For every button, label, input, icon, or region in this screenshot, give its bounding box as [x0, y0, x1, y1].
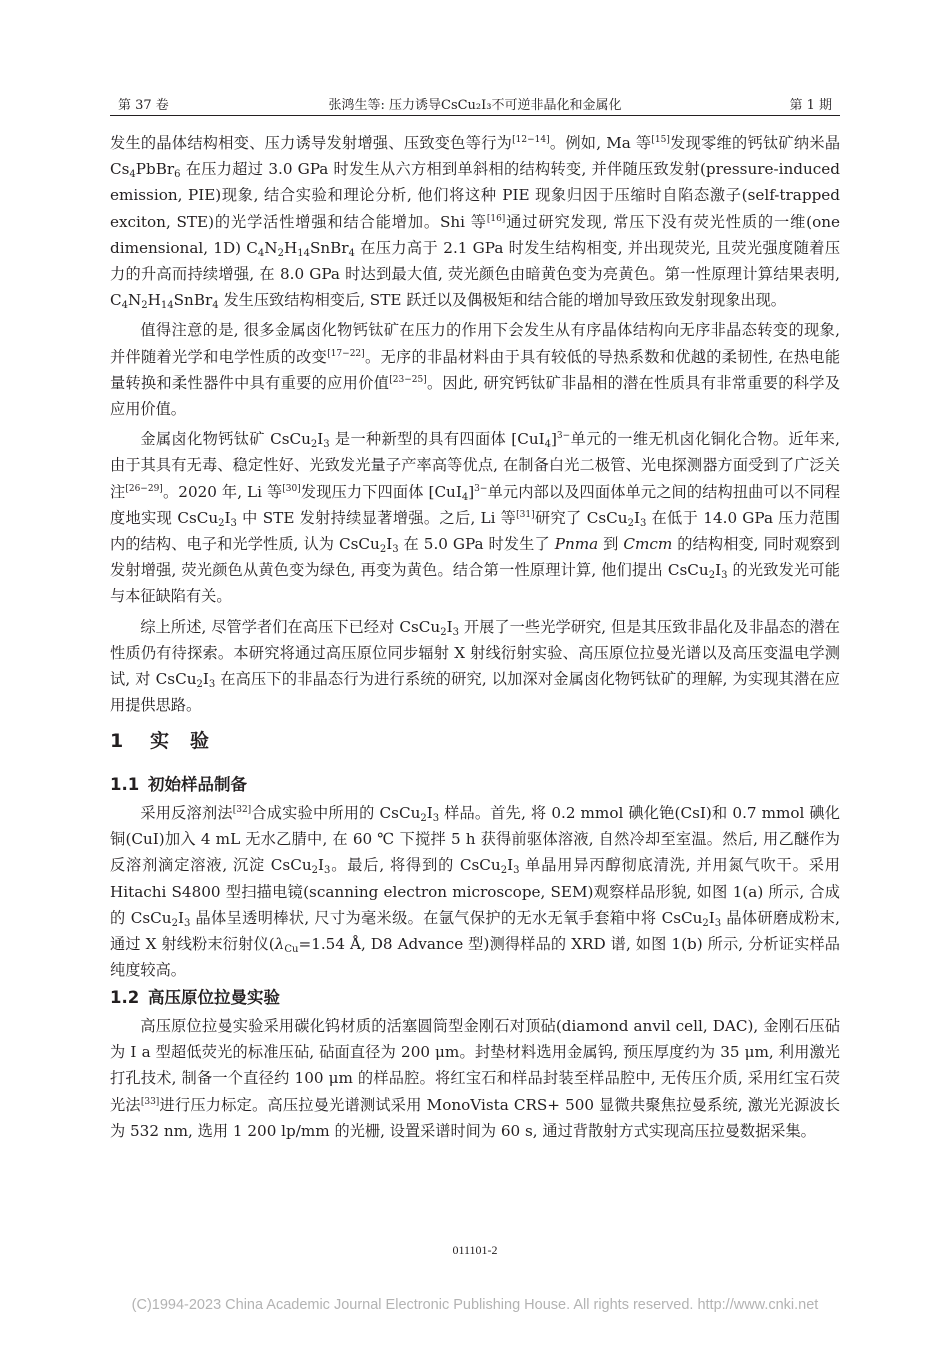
subsection-heading-raman: 1.2 高压原位拉曼实验: [110, 988, 280, 1007]
citation[interactable]: [16]: [486, 213, 506, 224]
citation[interactable]: [30]: [282, 483, 301, 494]
citation[interactable]: [17−22]: [327, 348, 365, 359]
citation[interactable]: [26−29]: [125, 483, 163, 494]
paragraph-4: 综上所述, 尽管学者们在高压下已经对 $CsCu_2I_3$ 开展了一些光学研究, 但是其压致非晶化及非晶态的潜在性质仍有待探索。本研究将通过高压原位同步辐射 X 射线衍射实验、高压原位拉曼光谱以及高压变温电学测试, 对 $CsCu_2I_3$ 在高压下的非晶态行为进行系统的研究, 以加深对金属卤化物钙钛矿的理解, 为实现其潜在应用提供思路。: [110, 617, 840, 715]
copyright-footer: (C)1994-2023 China Academic Journal Electronic Publishing House. All rights reserved. http://www.cnki.net: [131, 1297, 819, 1313]
paragraph-3: 金属卤化物钙钛矿 $CsCu_2I_3$ 是一种新型的具有四面体 $[CuI_4]^{3-}$单元的一维无机卤化铜化合物。近年来, 由于其具有无毒、稳定性好、光致发光量子产率高等优点, 在制备白光二极管、光电探测器方面受到了广泛关注[26−29]。2020 年, Li 等[30]发现压力下四面体 $[CuI_4]^{3-}$单元内部以及四面体单元之间的结构扭曲可以不同程度地实现 $CsCu_2I_3$ 中 STE 发射持续显著增强。之后, Li 等[31]研究了 $CsCu_2I_3$ 在低于 14.0 GPa 压力范围内的结构、电子和光学性质, 认为 $CsCu_2I_3$ 在 5.0 GPa 时发生了 Pnma 到 Cmcm 的结构相变, 同时观察到发射增强, 荧光颜色从黄色变为绿色, 再变为黄色。结合第一性原理计算, 他们提出 $CsCu_2I_3$ 的光致发光可能与本征缺陷有关。: [110, 430, 841, 606]
header-title: 张鸿生等: 压力诱导CsCu₂I₃不可逆非晶化和金属化: [328, 98, 622, 113]
paragraph-2: 值得注意的是, 很多金属卤化物钙钛矿在压力的作用下会发生从有序晶体结构向无序非晶态转变的现象, 并伴随着光学和电学性质的改变[17−22]。无序的非晶材料由于具有较低的导热系数和优越的柔韧性, 在热电能量转换和柔性器件中具有重要的应用价值[23−25]。因此, 研究钙钛矿非晶相的潜在性质具有非常重要的科学及应用价值。: [110, 321, 841, 419]
intro-body: [110, 130, 840, 718]
citation[interactable]: [23−25]: [389, 374, 427, 385]
header-issue: 第 1 期: [789, 98, 832, 113]
section-heading-experiment: 1 实 验: [110, 730, 211, 752]
running-header: [110, 92, 840, 116]
subsection-heading-sample-prep: 1.1 初始样品制备: [110, 775, 247, 794]
citation[interactable]: [32]: [232, 805, 252, 815]
citation[interactable]: [12−14]: [512, 135, 550, 145]
citation[interactable]: [15]: [651, 135, 670, 145]
citation[interactable]: [31]: [516, 509, 535, 520]
paragraph-6: 高压原位拉曼实验采用碳化钨材质的活塞圆筒型金刚石对顶砧(diamond anvil cell, DAC), 金刚石压砧为 Ⅰ a 型超低荧光的标准压砧, 砧面直径为 200 μm。封垫材料选用金属钨, 预压厚度约为 35 μm, 利用激光打孔技术, 制备一个直径约 100 μm 的样品腔。将红宝石和样品封装至样品腔中, 无传压介质, 采用红宝石荧光法[33]进行压力标定。高压拉曼光谱测试采用 MonoVista CRS+ 500 显微共聚焦拉曼系统, 激光光源波长为 532 nm, 选用 1 200 lp/mm 的光栅, 设置采谱时间为 60 s, 通过背散射方式实现高压拉曼数据采集。: [110, 1017, 841, 1140]
paragraph-5: 采用反溶剂法[32]合成实验中所用的 $CsCu_2I_3$ 样品。首先, 将 0.2 mmol 碘化铯(CsI)和 0.7 mmol 碘化铜(CuI)加入 4 mL 无水乙腈中, 在 60 ℃ 下搅拌 5 h 获得前驱体溶液, 自然冷却至室温。然后, 用乙醚作为反溶剂滴定溶液, 沉淀 $CsCu_2I_3$。最后, 将得到的 $CsCu_2I_3$ 单晶用异丙醇彻底清洗, 并用氮气吹干。采用 Hitachi S4800 型扫描电镜(scanning electron microscope, SEM)观察样品形貌, 如图 1(a) 所示, 合成的 $CsCu_2I_3$ 晶体呈透明棒状, 尺寸为毫米级。在氩气保护的无水无氧手套箱中将 $CsCu_2I_3$ 晶体研磨成粉末, 通过 X 射线粉末衍射仪($\lambda_{Cu}=1.54$ Å, D8 Advance 型)测得样品的 XRD 谱, 如图 1(b) 所示, 分析证实样品纯度较高。: [110, 804, 840, 980]
paragraph-1: 发生的晶体结构相变、压力诱导发射增强、压致变色等行为[12−14]。例如, Ma 等[15]发现零维的钙钛矿纳米晶 $Cs_4PbBr_6$ 在压力超过 3.0 GPa 时发生从六方相到单斜相的结构转变, 并伴随压致发射(pressure-induced emission, PIE)现象, 结合实验和理论分析, 他们将这种 PIE 现象归因于压缩时自陷态激子(self-trapped exciton, STE)的光学活性增强和结合能增加。Shi 等[16]通过研究发现, 常压下没有荧光性质的一维(one dimensional, 1D) $C_4N_2H_{14}SnBr_4$ 在压力高于 2.1 GPa 时发生结构相变, 并出现荧光, 且荧光强度随着压力的升高而持续增强, 在 8.0 GPa 时达到最大值, 荧光颜色由暗黄色变为亮黄色。第一性原理计算结果表明, $C_4N_2H_{14}SnBr_4$ 发生压致结构相变后, STE 跃迁以及偶极矩和结合能的增加导致压致发射现象出现。: [110, 134, 841, 312]
page-number: 011101-2: [452, 1243, 498, 1257]
citation[interactable]: [33]: [140, 1096, 160, 1107]
header-volume: 第 37 卷: [118, 98, 169, 113]
